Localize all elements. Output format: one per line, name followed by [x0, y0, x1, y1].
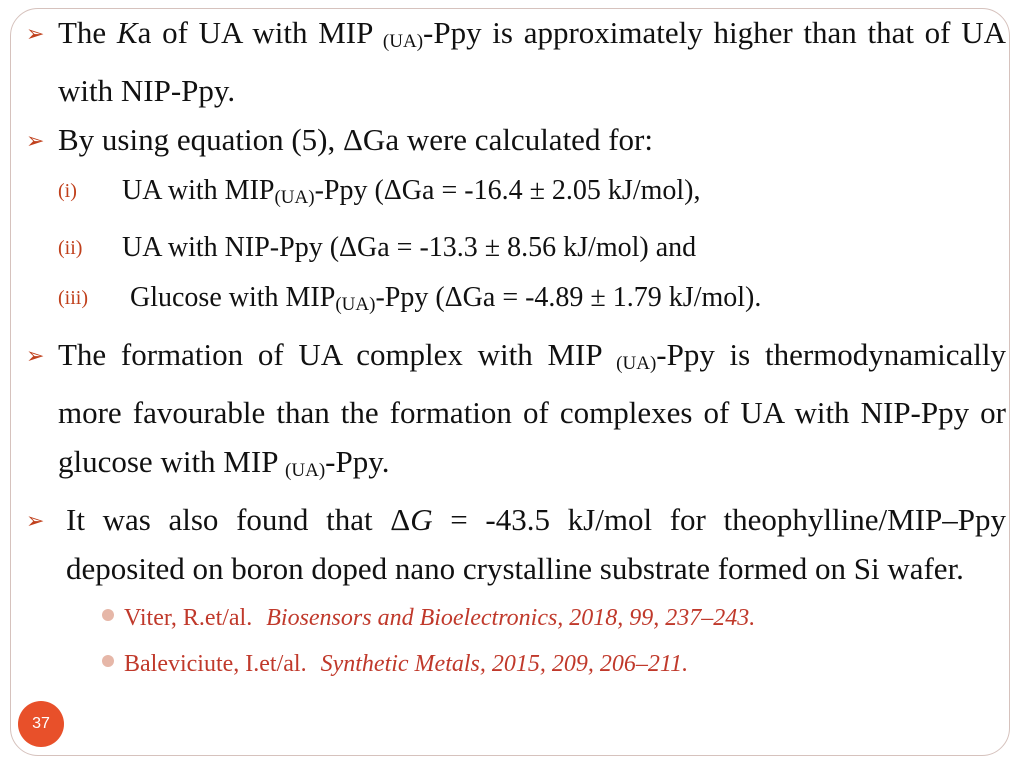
bullet-ka-text	[58, 8, 1006, 115]
bullet-theophylline-text	[58, 495, 1006, 593]
subitem-text: UA with NIP-Ppy (ΔGa = -13.3 ± 8.56 kJ/mol) and	[122, 232, 697, 263]
text-run: UA with MIP	[122, 175, 275, 206]
reference-journal: Biosensors and Bioelectronics, 2018, 99, 237–243.	[266, 605, 756, 631]
bullet-equation-text: By using equation (5), ΔGa were calculated for:	[58, 122, 653, 157]
arrow-bullet-icon: ➢	[26, 344, 45, 369]
text-run: -Ppy is approximately higher than that of UA with NIP-Ppy.	[58, 15, 1006, 108]
reference-item	[102, 641, 1006, 687]
subscript: (UA)	[382, 31, 424, 52]
subscript: (UA)	[616, 353, 657, 374]
text-run: a of UA with MIP	[137, 15, 383, 50]
slide-content	[26, 8, 1006, 687]
subscript: (UA)	[274, 187, 315, 208]
bullet-equation	[26, 115, 1006, 166]
bullet-formation-text	[58, 330, 1006, 495]
reference-journal: Synthetic Metals, 2015, 209, 206–211.	[320, 651, 689, 677]
subitem-ii	[58, 223, 1006, 273]
bullet-formation	[26, 330, 1006, 495]
text-run: = -43.5 kJ/mol for theophylline/MIP–Ppy deposited on boron doped nano crystalline substrate formed on Si wafer.	[66, 502, 1006, 586]
reference-author: Viter, R.et/al.	[124, 605, 253, 631]
subitem-text	[122, 166, 701, 223]
text-run: The formation of UA complex with MIP	[58, 337, 617, 372]
reference-author: Baleviciute, I.et/al.	[124, 651, 307, 677]
text-run: It was also found that Δ	[66, 502, 411, 537]
arrow-bullet-icon: ➢	[26, 129, 45, 154]
reference-item	[102, 595, 1006, 641]
text-run: -Ppy (ΔGa = -16.4 ± 2.05 kJ/mol),	[314, 175, 701, 206]
text-run-italic: G	[410, 502, 433, 537]
bullet-theophylline	[26, 495, 1006, 593]
subscript: (UA)	[285, 460, 326, 481]
text-run: Glucose with MIP	[130, 282, 336, 313]
text-run-italic: K	[116, 15, 138, 50]
subitem-text	[130, 273, 761, 330]
arrow-bullet-icon: ➢	[26, 509, 45, 534]
subitem-iii	[58, 273, 1006, 330]
dot-bullet-icon	[102, 609, 114, 621]
text-run: -Ppy is thermodynamically more favourable than the formation of complexes of UA with NIP-Ppy or glucose with MIP	[58, 337, 1006, 479]
text-run: The	[58, 15, 117, 50]
page-number-badge: 37	[18, 701, 64, 747]
subscript: (UA)	[335, 294, 376, 315]
subitem-number: (ii)	[58, 237, 83, 259]
text-run: -Ppy.	[325, 444, 390, 479]
dot-bullet-icon	[102, 655, 114, 667]
text-run: -Ppy (ΔGa = -4.89 ± 1.79 kJ/mol).	[375, 282, 762, 313]
arrow-bullet-icon: ➢	[26, 22, 45, 47]
bullet-ka	[26, 8, 1006, 115]
subitem-i	[58, 166, 1006, 223]
subitem-number: (iii)	[58, 287, 88, 309]
subitem-number: (i)	[58, 180, 77, 202]
